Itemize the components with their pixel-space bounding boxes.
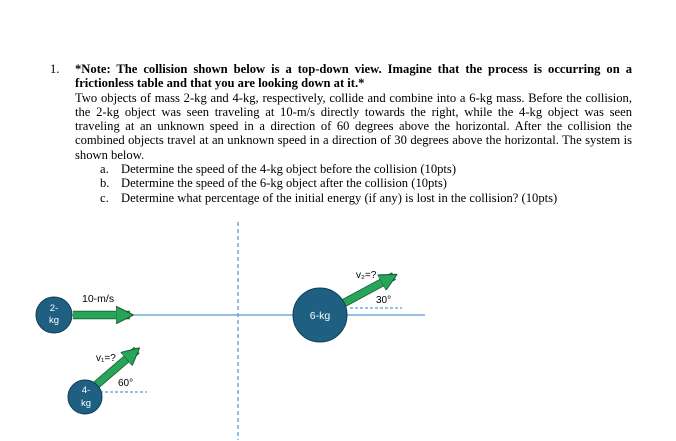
- velocity-4kg-label: v₁=?: [96, 353, 116, 364]
- mass-2kg-object: [36, 293, 130, 333]
- mass-4kg-object: [68, 350, 147, 414]
- problem-note: *Note: The collision shown below is a top-down view. Imagine that the process is occurring on a frictionless table and that you are looking down at it.*: [75, 62, 632, 91]
- part-a-text: Determine the speed of the 4-kg object before the collision (10pts): [121, 162, 457, 177]
- ball-6kg-label: 6-kg: [309, 310, 331, 322]
- ball-2kg-label-2: kg: [48, 315, 60, 326]
- part-b-label: b.: [100, 176, 110, 191]
- velocity-6kg-label: v₂=?: [356, 270, 377, 281]
- ball-2kg-label-1: 2-: [49, 303, 59, 314]
- problem-number: 1.: [50, 62, 60, 76]
- ball-4kg-label-1: 4-: [81, 385, 91, 396]
- ball-4kg-label-2: kg: [80, 398, 92, 409]
- mass-6kg-object: [293, 270, 402, 342]
- part-c-text: Determine what percentage of the initial energy (if any) is lost in the collision? (10pts): [121, 190, 558, 205]
- angle-6kg-label: 30°: [376, 295, 392, 306]
- angle-4kg-label: 60°: [118, 378, 134, 389]
- part-b-text: Determine the speed of the 6-kg object after the collision (10pts): [121, 176, 447, 191]
- velocity-2kg-label: 10-m/s: [82, 293, 115, 305]
- problem-statement: Two objects of mass 2-kg and 4-kg, respectively, collide and combine into a 6-kg mass. Before the collision, the 2-kg object was seen traveling at 10-m/s directly towards the right, while the 4-kg object was seen traveling at an unknown speed in a direction of 60 degrees above the horizontal. After the collision the combined objects travel at an unknown speed in a direction of 30 degrees above the horizontal. The system is shown below.: [75, 90, 632, 162]
- part-a-label: a.: [100, 162, 109, 177]
- part-c-label: c.: [100, 190, 109, 205]
